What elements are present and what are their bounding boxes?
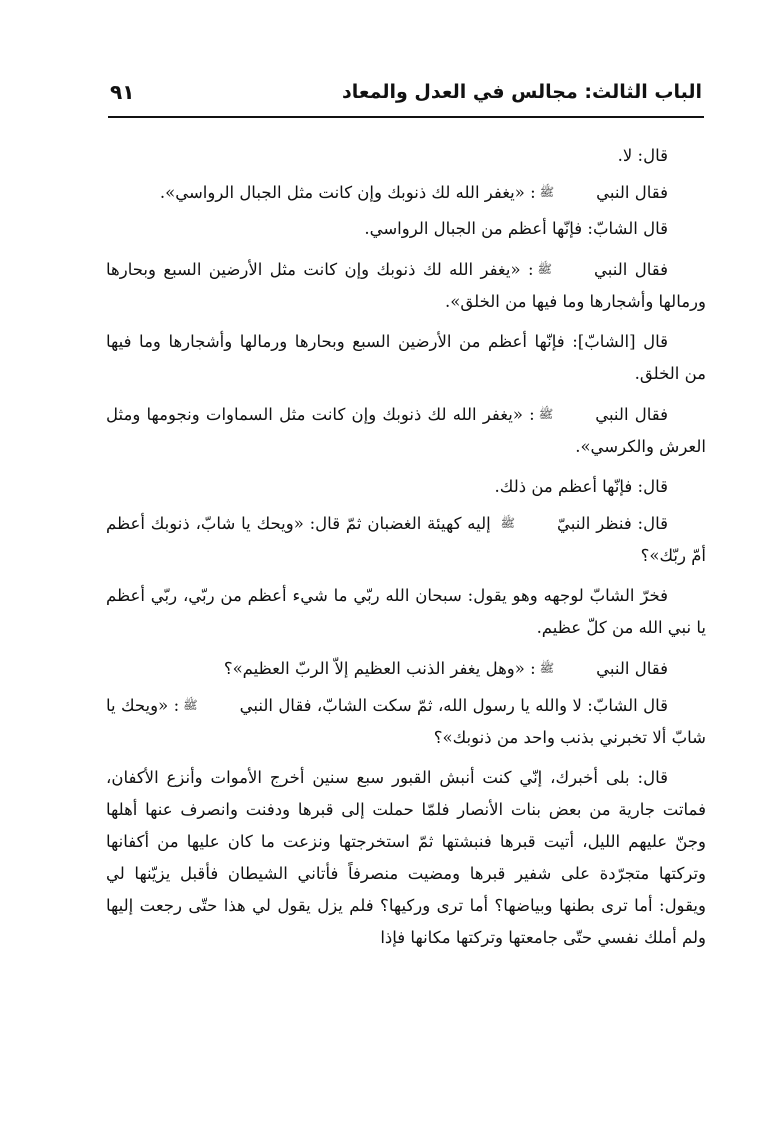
honorific-glyph: ﷺ <box>537 262 553 276</box>
paragraph <box>106 762 706 954</box>
paragraph-text: فقال النبي <box>594 260 668 279</box>
paragraph <box>106 471 706 503</box>
paragraph-text: فخرّ الشابّ لوجهه وهو يقول: سبحان الله ربّي ما شيء أعظم من ربّي، ربّي أعظم يا نبي الله من كلّ عظيم. <box>106 586 706 637</box>
paragraph-text: إليه كهيئة الغضبان ثمّ قال: «ويحك يا شابّ، ذنوبك أعظم أمّ ربّك»؟ <box>106 514 706 565</box>
paragraph-text: فقال النبي <box>595 405 668 424</box>
paragraph <box>106 398 706 463</box>
paragraph-text: : «ويحك يا شابّ ألا تخبرني بذنب واحد من ذنوبك»؟ <box>106 696 706 747</box>
paragraph <box>106 580 706 644</box>
paragraph <box>106 326 706 390</box>
page-body <box>106 140 706 962</box>
paragraph <box>106 652 706 685</box>
paragraph <box>106 253 706 318</box>
paragraph <box>106 507 706 572</box>
paragraph-text: قال: بلى أخبرك، إنّي كنت أنبش القبور سبع سنين أخرج الأموات وأنزع الأكفان، فماتت جارية من بعض بنات الأنصار فلمّا حملت إلى قبرها ودفنت وانصرف عنها أهلها وجنّ عليهم الليل، أتيت قبرها فنبشتها ثمّ استخرجتها ونزعت ما كان عليها من أكفانها وتركتها متجرّدة على شفير قبرها ومضيت منصرفاً فأتاني الشيطان فأقبل يزيّنها لي ويقول: أما ترى بطنها وبياضها؟ أما ترى وركيها؟ فلم يزل يقول لي هذا حتّى رجعت إليها ولم أملك نفسي حتّى جامعتها وتركتها مكانها فإذا <box>106 768 706 947</box>
paragraph <box>106 140 706 172</box>
paragraph-text: قال: فنظر النبيّ <box>557 514 669 533</box>
paragraph-text: قال: لا. <box>617 146 668 165</box>
header-divider <box>108 116 704 118</box>
paragraph-text: فقال النبي <box>596 183 668 202</box>
paragraph <box>106 176 706 209</box>
paragraph-text: قال الشابّ: فإنّها أعظم من الجبال الرواسي. <box>364 219 668 238</box>
honorific-glyph: ﷺ <box>539 661 555 675</box>
paragraph-text: قال [الشابّ]: فإنّها أعظم من الأرضين السبع وبحارها ورمالها وأشجارها وما فيها من الخلق. <box>106 332 706 383</box>
honorific-glyph: ﷺ <box>538 407 554 421</box>
honorific-glyph: ﷺ <box>500 516 516 530</box>
paragraph-text: : «يغفر الله لك ذنوبك وإن كانت مثل الأرضين السبع وبحارها ورمالها وأشجارها وما فيها من الخلق». <box>106 260 706 311</box>
chapter-title: الباب الثالث: مجالس في العدل والمعاد <box>342 81 702 103</box>
honorific-glyph: ﷺ <box>183 698 198 712</box>
page-header <box>110 80 702 116</box>
page-number: ٩١ <box>110 80 135 104</box>
paragraph-text: قال: فإنّها أعظم من ذلك. <box>494 477 668 496</box>
paragraph <box>106 689 706 754</box>
paragraph <box>106 213 706 245</box>
honorific-glyph: ﷺ <box>539 185 555 199</box>
paragraph-text: : «يغفر الله لك ذنوبك وإن كانت مثل السماوات ونجومها ومثل العرش والكرسي». <box>106 405 706 456</box>
paragraph-text: فقال النبي <box>596 659 668 678</box>
paragraph-text: : «وهل يغفر الذنب العظيم إلاّ الربّ العظيم»؟ <box>223 659 536 678</box>
paragraph-text: : «يغفر الله لك ذنوبك وإن كانت مثل الجبال الرواسي». <box>159 183 536 202</box>
paragraph-text: قال الشابّ: لا والله يا رسول الله، ثمّ سكت الشابّ، فقال النبي <box>239 696 668 715</box>
